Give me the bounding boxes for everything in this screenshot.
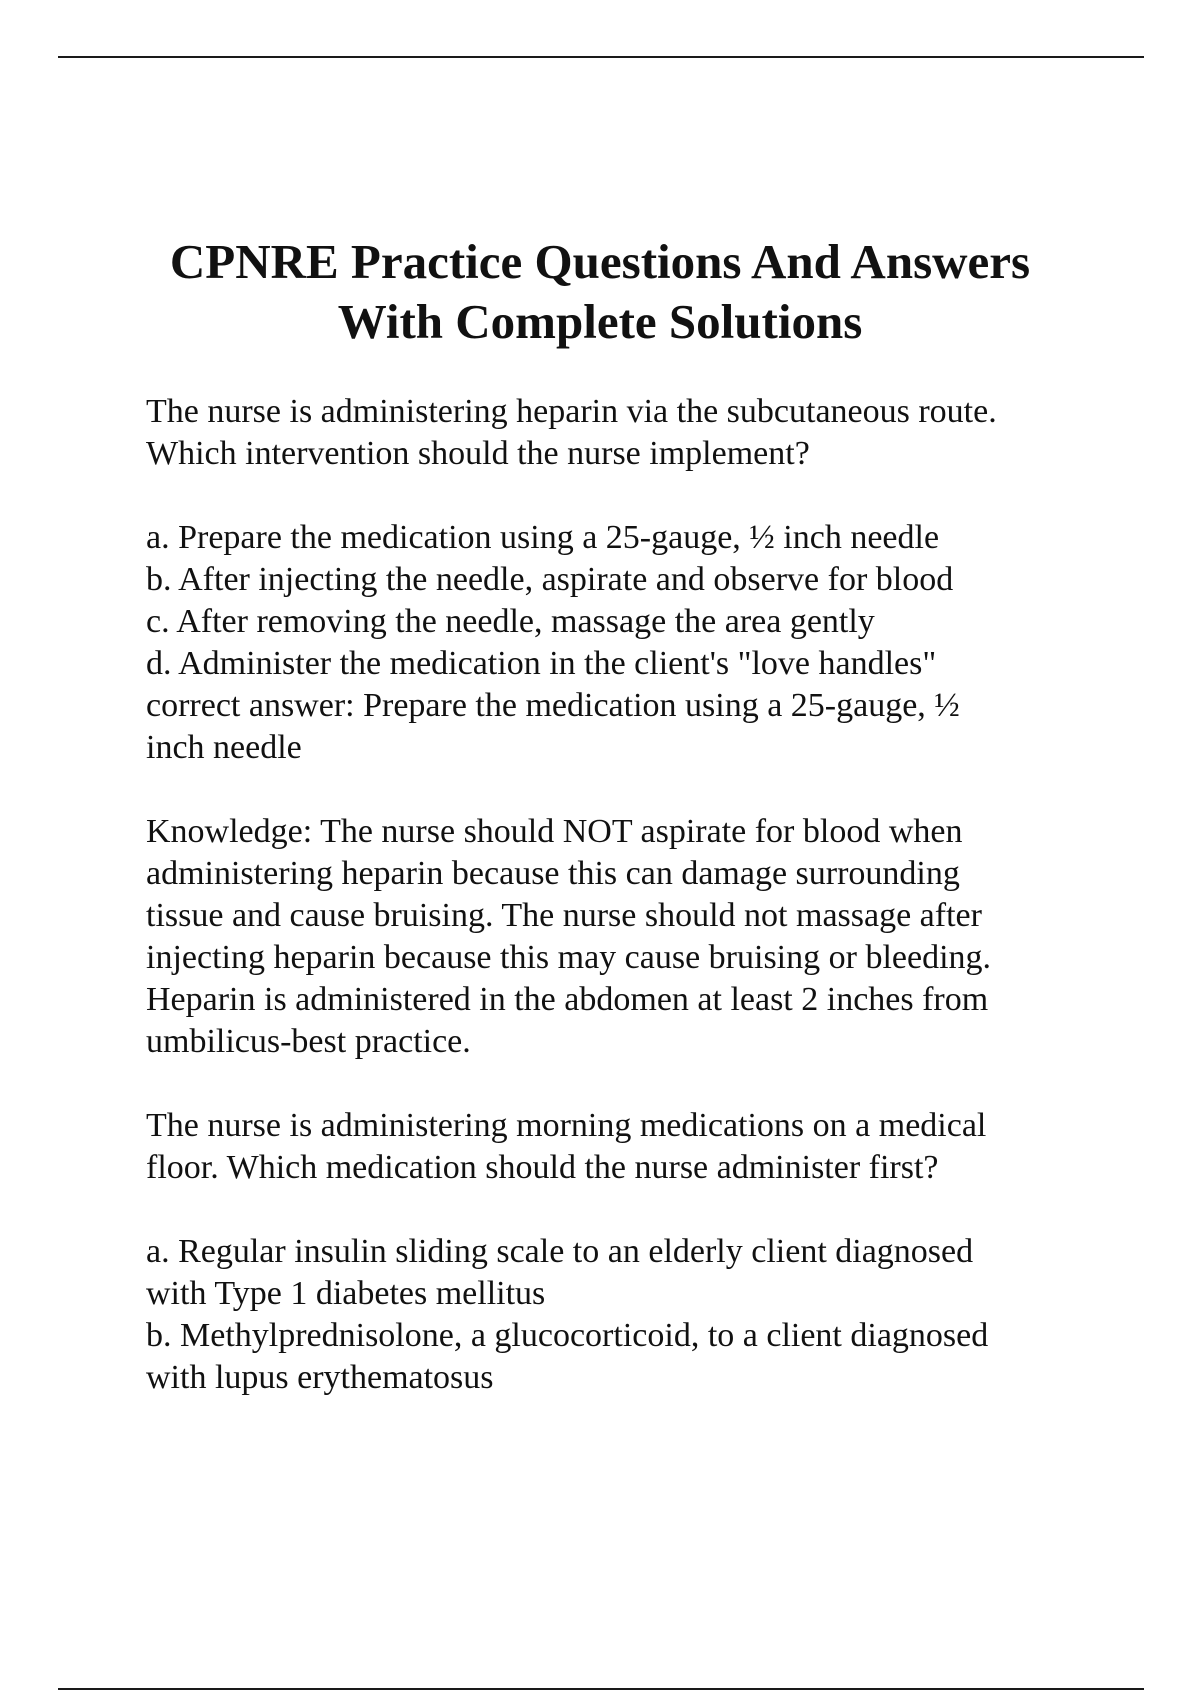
page-title	[80, 232, 1120, 352]
option-b: b. Methylprednisolone, a glucocorticoid, to a client diagnosed	[146, 1317, 989, 1354]
question-2-options	[146, 1231, 1086, 1399]
option-d: d. Administer the medication in the client's "love handles"	[146, 645, 937, 682]
top-rule	[58, 56, 1144, 58]
text-line: The nurse is administering morning medications on a medical	[146, 1107, 987, 1144]
bottom-rule	[58, 1688, 1144, 1690]
text-line: Knowledge: The nurse should NOT aspirate for blood when	[146, 813, 963, 850]
text-line: injecting heparin because this may cause bruising or bleeding.	[146, 939, 992, 976]
text-line: Which intervention should the nurse implement?	[146, 435, 810, 472]
correct-answer-cont: inch needle	[146, 729, 302, 766]
option-b: b. After injecting the needle, aspirate and observe for blood	[146, 561, 954, 598]
text-line: umbilicus-best practice.	[146, 1023, 471, 1060]
text-line: Heparin is administered in the abdomen at least 2 inches from	[146, 981, 989, 1018]
text-line: floor. Which medication should the nurse administer first?	[146, 1149, 939, 1186]
text-line: tissue and cause bruising. The nurse should not massage after	[146, 897, 982, 934]
text-line: The nurse is administering heparin via the subcutaneous route.	[146, 393, 997, 430]
option-a: a. Regular insulin sliding scale to an elderly client diagnosed	[146, 1233, 974, 1270]
title-line: With Complete Solutions	[337, 294, 863, 349]
option-a: a. Prepare the medication using a 25-gauge, ½ inch needle	[146, 519, 940, 556]
option-b-cont: with lupus erythematosus	[146, 1359, 494, 1396]
document-body	[146, 391, 1086, 1399]
option-c: c. After removing the needle, massage the area gently	[146, 603, 875, 640]
question-1-options	[146, 517, 1086, 769]
correct-answer: correct answer: Prepare the medication using a 25-gauge, ½	[146, 687, 960, 724]
question-1-stem	[146, 391, 1086, 475]
title-line: CPNRE Practice Questions And Answers	[169, 234, 1031, 289]
option-a-cont: with Type 1 diabetes mellitus	[146, 1275, 546, 1312]
question-1-knowledge	[146, 811, 1086, 1063]
text-line: administering heparin because this can damage surrounding	[146, 855, 960, 892]
question-2-stem	[146, 1105, 1086, 1189]
